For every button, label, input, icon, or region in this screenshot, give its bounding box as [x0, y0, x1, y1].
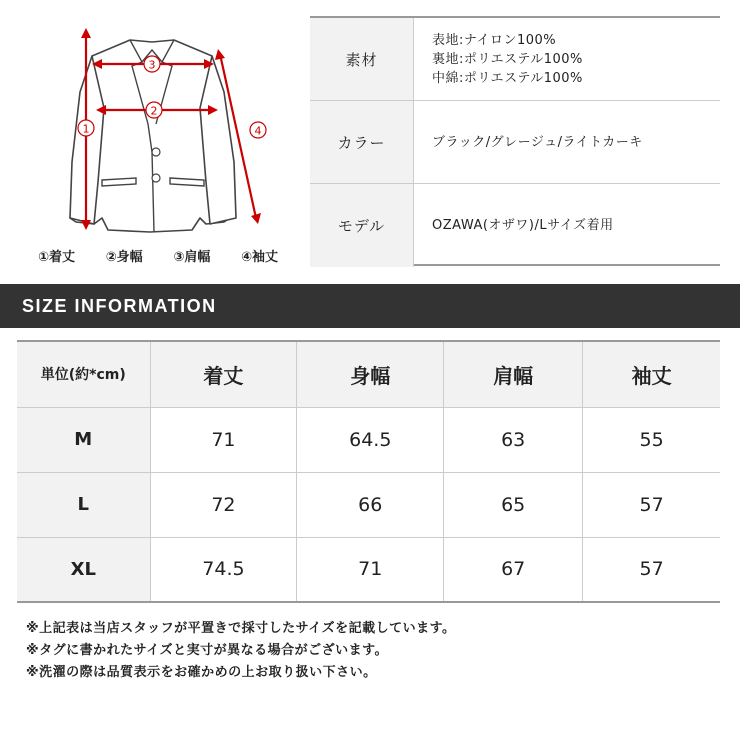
diagram-legend — [38, 246, 278, 265]
legend-length: ①着丈 — [38, 250, 76, 265]
table-cell: 66 — [297, 472, 444, 537]
table-cell: 57 — [583, 537, 720, 602]
model-info: OZAWA(オザワ)/Lサイズ着用 — [432, 218, 614, 233]
material-padding: 中綿:ポリエステル100% — [432, 70, 583, 86]
notes — [26, 618, 456, 684]
spec-row-color — [310, 101, 720, 184]
size-label: M — [17, 407, 150, 472]
spec-key: 素材 — [310, 18, 414, 100]
material-lining: 裏地:ポリエステル100% — [432, 51, 583, 67]
table-cell: 57 — [583, 472, 720, 537]
color-list: ブラック/グレージュ/ライトカーキ — [432, 134, 643, 150]
spec-value — [414, 18, 720, 100]
legend-width: ②身幅 — [105, 250, 143, 265]
size-information-header: SIZE INFORMATION — [0, 284, 740, 328]
svg-text:4: 4 — [254, 124, 262, 138]
size-label: L — [17, 472, 150, 537]
spec-key: カラー — [310, 101, 414, 183]
product-spec-table — [310, 16, 720, 266]
size-label: XL — [17, 537, 150, 602]
spec-row-model — [310, 184, 720, 267]
jacket-illustration — [30, 12, 290, 272]
svg-text:3: 3 — [148, 58, 156, 72]
legend-shoulder: ③肩幅 — [173, 250, 211, 265]
table-cell: 63 — [444, 407, 583, 472]
size-table — [17, 340, 720, 603]
legend-sleeve: ④袖丈 — [240, 250, 278, 265]
column-shoulder: 肩幅 — [444, 341, 583, 407]
note-tag-difference: ※タグに書かれたサイズと実寸が異なる場合がございます。 — [26, 643, 389, 658]
column-length: 着丈 — [150, 341, 297, 407]
unit-label: 単位(約*cm) — [17, 341, 150, 407]
size-table-header — [17, 341, 720, 407]
note-washing: ※洗濯の際は品質表示をお確かめの上お取り扱い下さい。 — [26, 665, 377, 680]
table-cell: 65 — [444, 472, 583, 537]
table-cell: 64.5 — [297, 407, 444, 472]
column-sleeve: 袖丈 — [583, 341, 720, 407]
table-cell: 67 — [444, 537, 583, 602]
spec-key: モデル — [310, 184, 414, 267]
spec-row-material — [310, 18, 720, 101]
table-cell: 74.5 — [150, 537, 297, 602]
material-outer: 表地:ナイロン100% — [432, 32, 557, 48]
table-cell: 55 — [583, 407, 720, 472]
table-cell: 72 — [150, 472, 297, 537]
table-row — [17, 407, 720, 472]
svg-text:2: 2 — [150, 104, 158, 118]
jacket-diagram — [30, 12, 290, 272]
table-cell: 71 — [150, 407, 297, 472]
table-row — [17, 537, 720, 602]
table-cell: 71 — [297, 537, 444, 602]
note-measurement: ※上記表は当店スタッフが平置きで採寸したサイズを記載しています。 — [26, 621, 456, 636]
column-width: 身幅 — [297, 341, 444, 407]
table-row — [17, 472, 720, 537]
spec-value — [414, 184, 720, 267]
spec-value — [414, 101, 720, 183]
svg-text:1: 1 — [82, 122, 90, 136]
